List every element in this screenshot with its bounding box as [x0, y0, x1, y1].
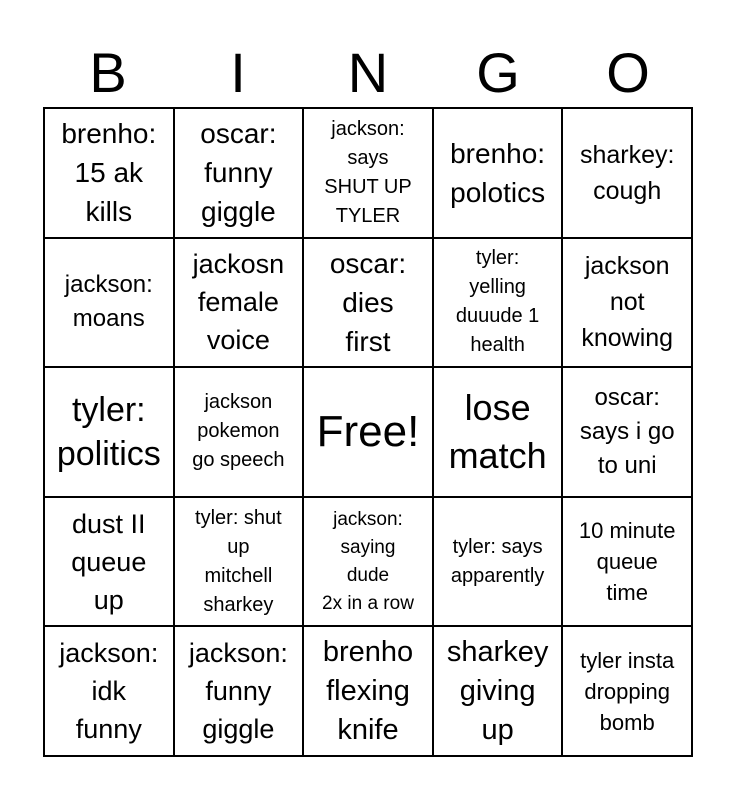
bingo-cell-r2-c1[interactable] [44, 238, 174, 368]
cell-text: lose match [448, 386, 547, 476]
cell-text: jackson pokemon go speech [192, 391, 285, 472]
cell-text: tyler: yelling duuude 1 health [455, 247, 540, 357]
cell-text: oscar: says i go to uni [579, 383, 675, 479]
cell-text: brenho: polotics [450, 137, 546, 208]
bingo-cell-r2-c5[interactable] [562, 238, 692, 368]
bingo-cell-r5-c2[interactable] [174, 626, 304, 756]
bingo-cell-r4-c5[interactable] [562, 497, 692, 627]
bingo-cell-r2-c4[interactable] [433, 238, 563, 368]
cell-text: jackson not knowing [581, 252, 674, 353]
bingo-cell-r3-c1[interactable] [44, 367, 174, 497]
header-letter-o: O [606, 41, 650, 104]
cell-text: brenho flexing knife [322, 635, 414, 746]
header-letter-i: I [230, 41, 246, 104]
bingo-header [43, 38, 693, 108]
bingo-cell-r4-c2[interactable] [174, 497, 304, 627]
cell-text: jackson: moans [64, 271, 153, 333]
cell-text: tyler insta dropping bomb [580, 647, 675, 735]
bingo-cell-r3-c5[interactable] [562, 367, 692, 497]
cell-text: jackson: says SHUT UP TYLER [324, 117, 412, 227]
cell-text: jackson: funny giggle [188, 638, 288, 745]
bingo-cell-r4-c3[interactable] [303, 497, 433, 627]
bingo-cell-r4-c1[interactable] [44, 497, 174, 627]
bingo-cell-r1-c3[interactable] [303, 108, 433, 238]
bingo-cell-r5-c4[interactable] [433, 626, 563, 756]
cell-text: jackosn female voice [192, 249, 285, 356]
header-letter-b: B [89, 41, 127, 104]
cell-text: oscar: funny giggle [200, 118, 277, 228]
bingo-cell-r5-c5[interactable] [562, 626, 692, 756]
bingo-cell-r1-c1[interactable] [44, 108, 174, 238]
bingo-cell-r3-c2[interactable] [174, 367, 304, 497]
header-letter-n: N [347, 41, 389, 104]
free-space-text: Free! [316, 406, 420, 456]
cell-text: dust II queue up [71, 508, 147, 615]
cell-text: sharkey giving up [446, 635, 549, 746]
cell-text: tyler: politics [56, 390, 161, 473]
bingo-board [43, 107, 693, 757]
bingo-cell-r3-c4[interactable] [433, 367, 563, 497]
bingo-cell-r2-c3[interactable] [303, 238, 433, 368]
cell-text: oscar: dies first [329, 247, 407, 357]
bingo-cell-r2-c2[interactable] [174, 238, 304, 368]
bingo-cell-r1-c2[interactable] [174, 108, 304, 238]
cell-text: tyler: says apparently [450, 535, 545, 587]
bingo-cell-r1-c4[interactable] [433, 108, 563, 238]
bingo-cell-r5-c3[interactable] [303, 626, 433, 756]
bingo-cell-r4-c4[interactable] [433, 497, 563, 627]
cell-text: tyler: shut up mitchell sharkey [195, 506, 282, 616]
cell-text: jackson: idk funny [59, 638, 159, 745]
cell-text: 10 minute queue time [578, 518, 676, 606]
bingo-cell-r5-c1[interactable] [44, 626, 174, 756]
bingo-cell-r3-c3[interactable] [303, 367, 433, 497]
bingo-cell-r1-c5[interactable] [562, 108, 692, 238]
cell-text: jackson: saying dude 2x in a row [322, 508, 414, 614]
header-letter-g: G [476, 41, 520, 104]
cell-text: sharkey: cough [579, 140, 675, 205]
cell-text: brenho: 15 ak kills [61, 118, 157, 228]
